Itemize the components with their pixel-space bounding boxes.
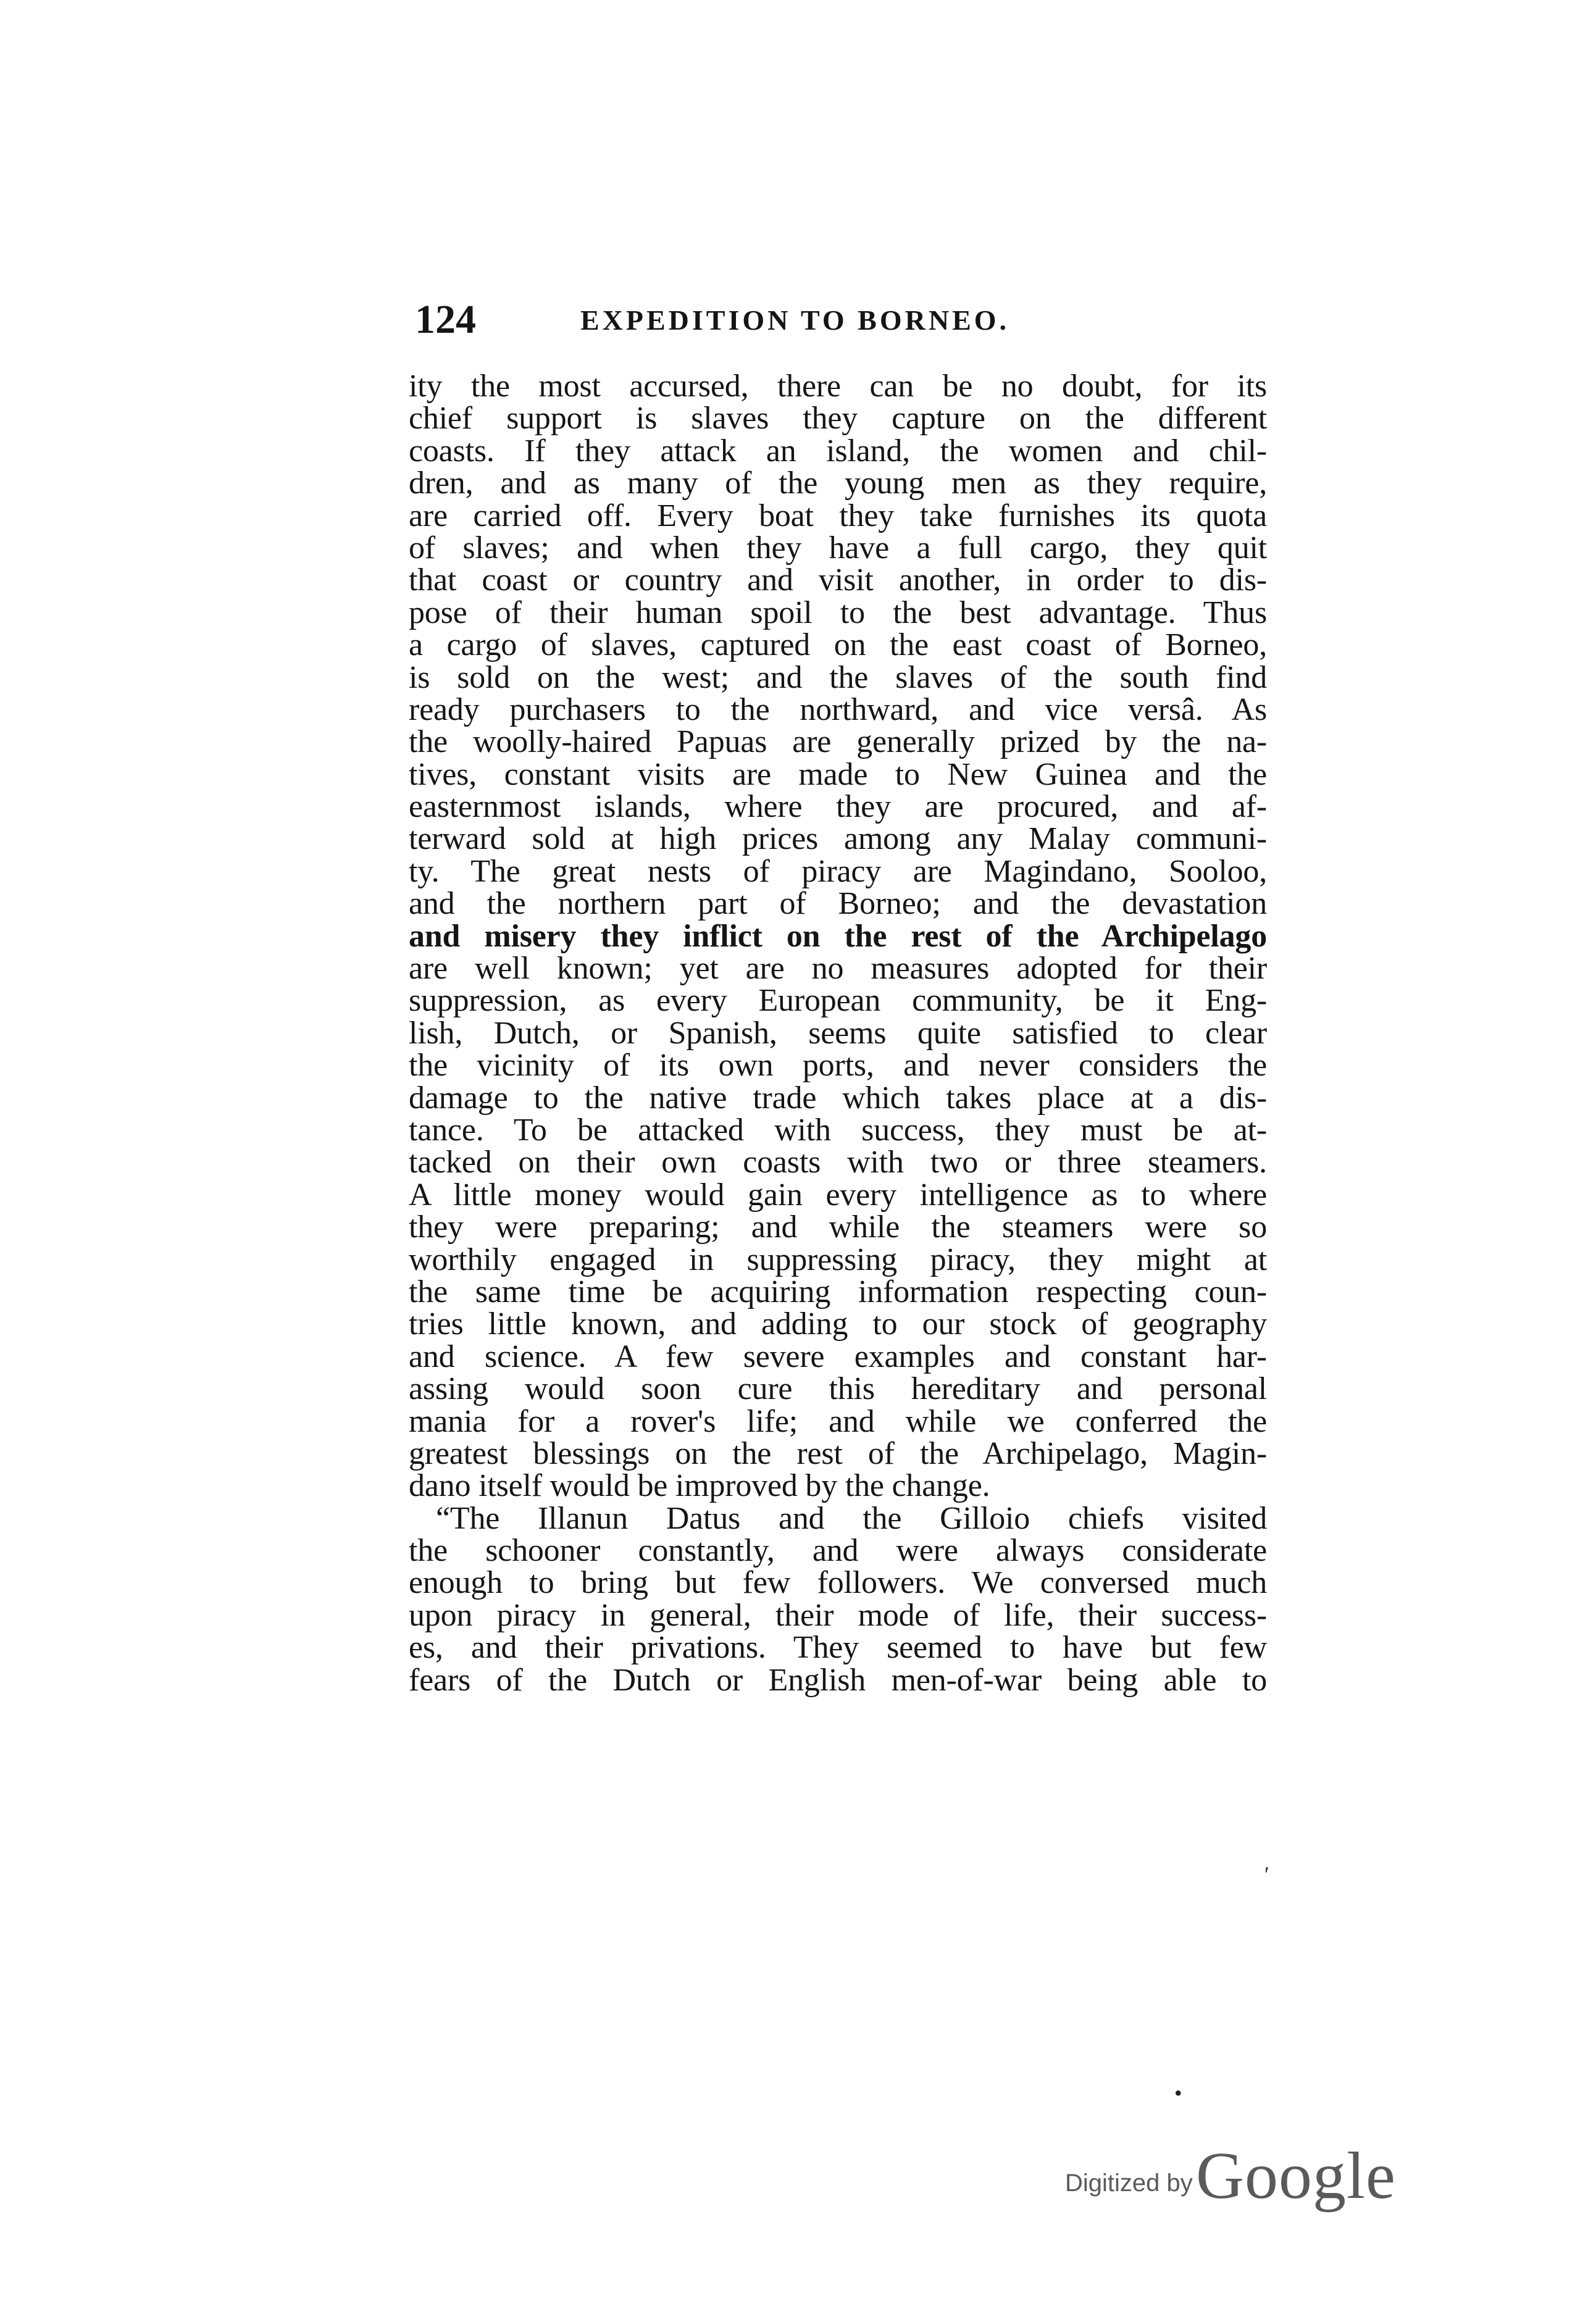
text-line: tives, constant visits are made to New Guinea and the: [409, 756, 1267, 792]
text-line: that coast or country and visit another, in order to dis-: [409, 562, 1267, 598]
text-line: pose of their human spoil to the best advantage. Thus: [409, 595, 1267, 630]
text-line: are carried off. Every boat they take furnishes its quota: [409, 498, 1267, 533]
text-line: the vicinity of its own ports, and never considers the: [409, 1048, 1267, 1084]
text-line: suppression, as every European community, be it Eng-: [409, 983, 1267, 1019]
text-line: the same time be acquiring information respecting coun-: [409, 1274, 1267, 1309]
text-line: easternmost islands, where they are procured, and af-: [409, 789, 1267, 825]
text-line: and misery they inflict on the rest of the Archipelago: [409, 918, 1267, 954]
text-line: tries little known, and adding to our stock of geography: [409, 1306, 1267, 1342]
google-logo: Google: [1196, 2139, 1396, 2213]
text-line: they were preparing; and while the steamers were so: [409, 1209, 1267, 1245]
text-line: and science. A few severe examples and constant har-: [409, 1338, 1267, 1374]
page-number: 124: [415, 297, 476, 342]
text-line: terward sold at high prices among any Malay communi-: [409, 821, 1267, 857]
text-line: mania for a rover's life; and while we conferred the: [409, 1403, 1267, 1439]
text-line: the woolly-haired Papuas are generally prized by the na-: [409, 724, 1267, 760]
ink-dot: •: [1174, 2081, 1182, 2105]
text-line: chief support is slaves they capture on the different: [409, 401, 1267, 436]
digitized-by-google-watermark: [1065, 2139, 1396, 2213]
text-line: A little money would gain every intelligence as to where: [409, 1177, 1267, 1213]
text-line: dren, and as many of the young men as they require,: [409, 466, 1267, 501]
text-line: lish, Dutch, or Spanish, seems quite satisfied to clear: [409, 1015, 1267, 1051]
text-line: assing would soon cure this hereditary and personal: [409, 1371, 1267, 1407]
watermark-prefix: Digitized by: [1065, 2170, 1193, 2197]
text-line: ty. The great nests of piracy are Magindano, Sooloo,: [409, 853, 1267, 889]
text-line: worthily engaged in suppressing piracy, they might at: [409, 1242, 1267, 1277]
text-line: enough to bring but few followers. We conversed much: [409, 1565, 1267, 1601]
text-line: of slaves; and when they have a full cargo, they quit: [409, 530, 1267, 566]
page-header: [415, 295, 1298, 345]
text-line: and the northern part of Borneo; and the devastation: [409, 886, 1267, 922]
text-line: tance. To be attacked with success, they must be at-: [409, 1112, 1267, 1148]
running-head: EXPEDITION TO BORNEO.: [580, 304, 1010, 336]
text-line: are well known; yet are no measures adopted for their: [409, 951, 1267, 987]
text-line: greatest blessings on the rest of the Archipelago, Magin-: [409, 1435, 1267, 1471]
text-line: upon piracy in general, their mode of life, their success-: [409, 1597, 1267, 1633]
text-line: the schooner constantly, and were always considerate: [409, 1533, 1267, 1569]
text-line: ity the most accursed, there can be no doubt, for its: [409, 369, 1267, 404]
text-line: dano itself would be improved by the change.: [409, 1468, 990, 1504]
ink-speck: ′: [1264, 1862, 1269, 1887]
text-line: ready purchasers to the northward, and vice versâ. As: [409, 691, 1267, 727]
text-line: “The Illanun Datus and the Gilloio chiefs visited: [436, 1500, 1267, 1536]
text-line: coasts. If they attack an island, the women and chil-: [409, 433, 1267, 469]
text-line: tacked on their own coasts with two or three steamers.: [409, 1145, 1267, 1180]
text-line: es, and their privations. They seemed to have but few: [409, 1630, 1267, 1666]
text-line: a cargo of slaves, captured on the east coast of Borneo,: [409, 627, 1267, 663]
text-line: fears of the Dutch or English men-of-war being able to: [409, 1662, 1267, 1698]
text-line: is sold on the west; and the slaves of the south find: [409, 659, 1267, 695]
body-text: [409, 370, 1267, 1697]
text-line: damage to the native trade which takes place at a dis-: [409, 1080, 1267, 1116]
